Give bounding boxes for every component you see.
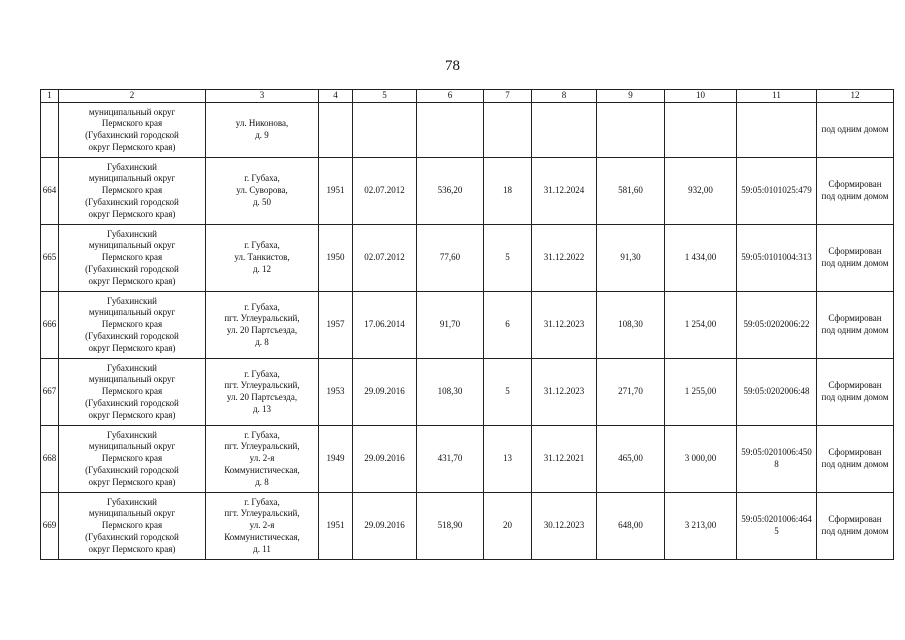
- address-line: пгт. Углеуральский,: [224, 380, 300, 391]
- table-row: [41, 158, 894, 225]
- address-line: г. Губаха,: [244, 429, 280, 440]
- cell-area: [417, 103, 484, 158]
- cell-address: [206, 426, 319, 493]
- cell-note: под одним домом: [817, 103, 894, 158]
- cell-year: 1949: [319, 426, 353, 493]
- cell-note: [817, 359, 894, 426]
- municipality-line: муниципальный округ: [88, 374, 176, 385]
- cell-date: 17.06.2014: [353, 292, 417, 359]
- note-line: под одним домом: [821, 191, 889, 201]
- column-header: 9: [597, 90, 665, 103]
- cell-area: 108,30: [417, 359, 484, 426]
- cell-area: 77,60: [417, 225, 484, 292]
- address-line: ул. Никонова,: [235, 118, 289, 129]
- address-line: ул. Суворова,: [236, 185, 288, 196]
- cell-num: 669: [41, 493, 59, 560]
- municipality-line: (Губахинский городской: [85, 531, 179, 542]
- cell-cadastral: 59:05:0201006:464 5: [737, 493, 817, 560]
- table-row: [41, 225, 894, 292]
- cell-cadastral: [737, 103, 817, 158]
- municipality-line: округ Пермского края): [88, 208, 176, 219]
- cell-area2: 91,30: [597, 225, 665, 292]
- cell-address: [206, 359, 319, 426]
- cell-address: [206, 158, 319, 225]
- municipality-line: (Губахинский городской: [85, 196, 179, 207]
- cell-deadline: [532, 103, 597, 158]
- address-line: г. Губаха,: [244, 173, 280, 184]
- municipality-line: муниципальный округ: [88, 106, 176, 117]
- cell-year: 1951: [319, 158, 353, 225]
- municipality-line: Пермского края: [101, 386, 163, 397]
- cell-area3: 3 213,00: [665, 493, 737, 560]
- address-line: ул. 20 Партсъезда,: [226, 392, 298, 402]
- note-line: Сформирован: [828, 313, 882, 324]
- municipality-line: округ Пермского края): [88, 543, 176, 554]
- address-line: Коммунистическая,: [224, 464, 300, 475]
- cell-address: [206, 103, 319, 158]
- cell-year: 1957: [319, 292, 353, 359]
- municipality-line: муниципальный округ: [88, 508, 176, 519]
- cell-cadastral: 59:05:0202006:22: [737, 292, 817, 359]
- cell-num: 667: [41, 359, 59, 426]
- municipality-line: муниципальный округ: [88, 173, 176, 184]
- cell-municipality: [59, 493, 206, 560]
- municipality-line: округ Пермского края): [88, 342, 176, 353]
- cell-deadline: 30.12.2023: [532, 493, 597, 560]
- cell-area: 431,70: [417, 426, 484, 493]
- cell-date: 29.09.2016: [353, 426, 417, 493]
- page-number: 78: [445, 58, 460, 74]
- table-row-continued: [41, 103, 894, 158]
- note-line: под одним домом: [821, 459, 889, 469]
- column-header: 5: [353, 90, 417, 103]
- column-header: 6: [417, 90, 484, 103]
- cell-num: [41, 103, 59, 158]
- cell-date: 29.09.2016: [353, 493, 417, 560]
- cell-cadastral: 59:05:0101004:313: [737, 225, 817, 292]
- column-header: 1: [41, 90, 59, 103]
- address-line: ул. 20 Партсъезда,: [226, 325, 298, 335]
- address-line: г. Губаха,: [244, 301, 280, 312]
- note-line: под одним домом: [821, 325, 889, 335]
- municipality-line: муниципальный округ: [88, 307, 176, 318]
- cell-deadline: 31.12.2024: [532, 158, 597, 225]
- address-line: д. 8: [255, 336, 269, 347]
- table-row: [41, 426, 894, 493]
- cell-area3: 3 000,00: [665, 426, 737, 493]
- note-line: Сформирован: [828, 514, 882, 525]
- municipality-line: округ Пермского края): [88, 409, 176, 420]
- cell-area3: 1 254,00: [665, 292, 737, 359]
- address-line: д. 11: [253, 543, 271, 554]
- column-header: 3: [206, 90, 319, 103]
- cell-year: 1953: [319, 359, 353, 426]
- table-row: [41, 292, 894, 359]
- note-line: под одним домом: [821, 258, 889, 268]
- municipality-line: Пермского края: [101, 453, 163, 464]
- table-row: [41, 493, 894, 560]
- cell-year: 1951: [319, 493, 353, 560]
- cell-note: [817, 292, 894, 359]
- column-header: 12: [817, 90, 894, 103]
- municipality-line: Пермского края: [101, 185, 163, 196]
- note-line: Сформирован: [828, 380, 882, 391]
- municipality-line: округ Пермского края): [88, 476, 176, 487]
- municipality-line: (Губахинский городской: [85, 464, 179, 475]
- cell-date: 02.07.2012: [353, 158, 417, 225]
- cell-note: [817, 493, 894, 560]
- note-line: Сформирован: [828, 179, 882, 190]
- cell-count: 20: [484, 493, 532, 560]
- address-line: г. Губаха,: [244, 496, 280, 507]
- address-line: пгт. Углеуральский,: [224, 313, 300, 324]
- cell-deadline: 31.12.2021: [532, 426, 597, 493]
- cell-num: 664: [41, 158, 59, 225]
- column-header: 8: [532, 90, 597, 103]
- municipality-line: (Губахинский городской: [85, 330, 179, 341]
- address-line: пгт. Углеуральский,: [224, 441, 300, 452]
- cell-deadline: 31.12.2022: [532, 225, 597, 292]
- cell-count: [484, 103, 532, 158]
- municipality-line: Пермского края: [101, 520, 163, 531]
- municipality-line: округ Пермского края): [88, 141, 176, 152]
- cell-area: 536,20: [417, 158, 484, 225]
- housing-registry-table: [40, 89, 894, 560]
- address-line: ул. 2-я: [249, 453, 275, 464]
- cell-year: 1950: [319, 225, 353, 292]
- cell-date: 02.07.2012: [353, 225, 417, 292]
- address-line: г. Губаха,: [244, 240, 280, 251]
- cell-year: [319, 103, 353, 158]
- municipality-line: (Губахинский городской: [85, 397, 179, 408]
- cell-count: 18: [484, 158, 532, 225]
- municipality-line: Губахинский: [107, 429, 157, 440]
- cell-area2: 648,00: [597, 493, 665, 560]
- address-line: д. 12: [252, 263, 272, 274]
- cell-cadastral: 59:05:0202006:48: [737, 359, 817, 426]
- municipality-line: Губахинский: [107, 295, 157, 306]
- cell-num: 666: [41, 292, 59, 359]
- address-line: д. 13: [252, 403, 272, 414]
- cell-cadastral: 59:05:0201006:450 8: [737, 426, 817, 493]
- cell-num: 665: [41, 225, 59, 292]
- cell-deadline: 31.12.2023: [532, 359, 597, 426]
- note-line: Сформирован: [828, 246, 882, 257]
- cell-note: [817, 426, 894, 493]
- cell-municipality: [59, 292, 206, 359]
- cell-municipality: [59, 359, 206, 426]
- cell-count: 5: [484, 359, 532, 426]
- cell-area2: 581,60: [597, 158, 665, 225]
- municipality-line: (Губахинский городской: [85, 263, 179, 274]
- address-line: г. Губаха,: [244, 368, 280, 379]
- cell-area3: [665, 103, 737, 158]
- table-body: [41, 103, 894, 560]
- cell-address: [206, 493, 319, 560]
- cell-area: 91,70: [417, 292, 484, 359]
- address-line: пгт. Углеуральский,: [224, 508, 300, 519]
- column-header: 4: [319, 90, 353, 103]
- table-header: [41, 90, 894, 103]
- table-row: [41, 359, 894, 426]
- address-line: ул. Танкистов,: [234, 252, 290, 263]
- cell-municipality: [59, 426, 206, 493]
- cell-count: 13: [484, 426, 532, 493]
- address-line: ул. 2-я: [249, 520, 275, 531]
- cell-num: 668: [41, 426, 59, 493]
- municipality-line: Пермского края: [101, 319, 163, 330]
- cell-deadline: 31.12.2023: [532, 292, 597, 359]
- municipality-line: Пермского края: [101, 252, 163, 263]
- cell-area2: 108,30: [597, 292, 665, 359]
- municipality-line: муниципальный округ: [88, 240, 176, 251]
- column-header: 11: [737, 90, 817, 103]
- cell-municipality: [59, 103, 206, 158]
- address-line: д. 50: [252, 196, 272, 207]
- cell-municipality: [59, 158, 206, 225]
- cell-area3: 1 434,00: [665, 225, 737, 292]
- municipality-line: округ Пермского края): [88, 275, 176, 286]
- address-line: Коммунистическая,: [224, 531, 300, 542]
- cell-date: [353, 103, 417, 158]
- note-line: под одним домом: [821, 392, 889, 402]
- cell-count: 5: [484, 225, 532, 292]
- cell-municipality: [59, 225, 206, 292]
- cell-count: 6: [484, 292, 532, 359]
- cell-area: 518,90: [417, 493, 484, 560]
- cell-area2: 271,70: [597, 359, 665, 426]
- column-header: 7: [484, 90, 532, 103]
- address-line: д. 8: [255, 476, 269, 487]
- cell-address: [206, 225, 319, 292]
- cell-area3: 932,00: [665, 158, 737, 225]
- cell-cadastral: 59:05:0101025:479: [737, 158, 817, 225]
- municipality-line: (Губахинский городской: [85, 130, 179, 140]
- municipality-line: Губахинский: [107, 496, 157, 507]
- column-header: 10: [665, 90, 737, 103]
- municipality-line: Пермского края: [101, 118, 163, 129]
- note-line: Сформирован: [828, 447, 882, 458]
- address-line: д. 9: [255, 130, 269, 140]
- municipality-line: муниципальный округ: [88, 441, 176, 452]
- note-line: под одним домом: [821, 526, 889, 536]
- cell-note: [817, 225, 894, 292]
- cell-date: 29.09.2016: [353, 359, 417, 426]
- column-number-row: [41, 90, 894, 103]
- municipality-line: Губахинский: [107, 362, 157, 373]
- cell-area2: 465,00: [597, 426, 665, 493]
- cell-note: [817, 158, 894, 225]
- municipality-line: Губахинский: [107, 161, 157, 172]
- cell-area2: [597, 103, 665, 158]
- cell-area3: 1 255,00: [665, 359, 737, 426]
- municipality-line: Губахинский: [107, 228, 157, 239]
- cell-address: [206, 292, 319, 359]
- column-header: 2: [59, 90, 206, 103]
